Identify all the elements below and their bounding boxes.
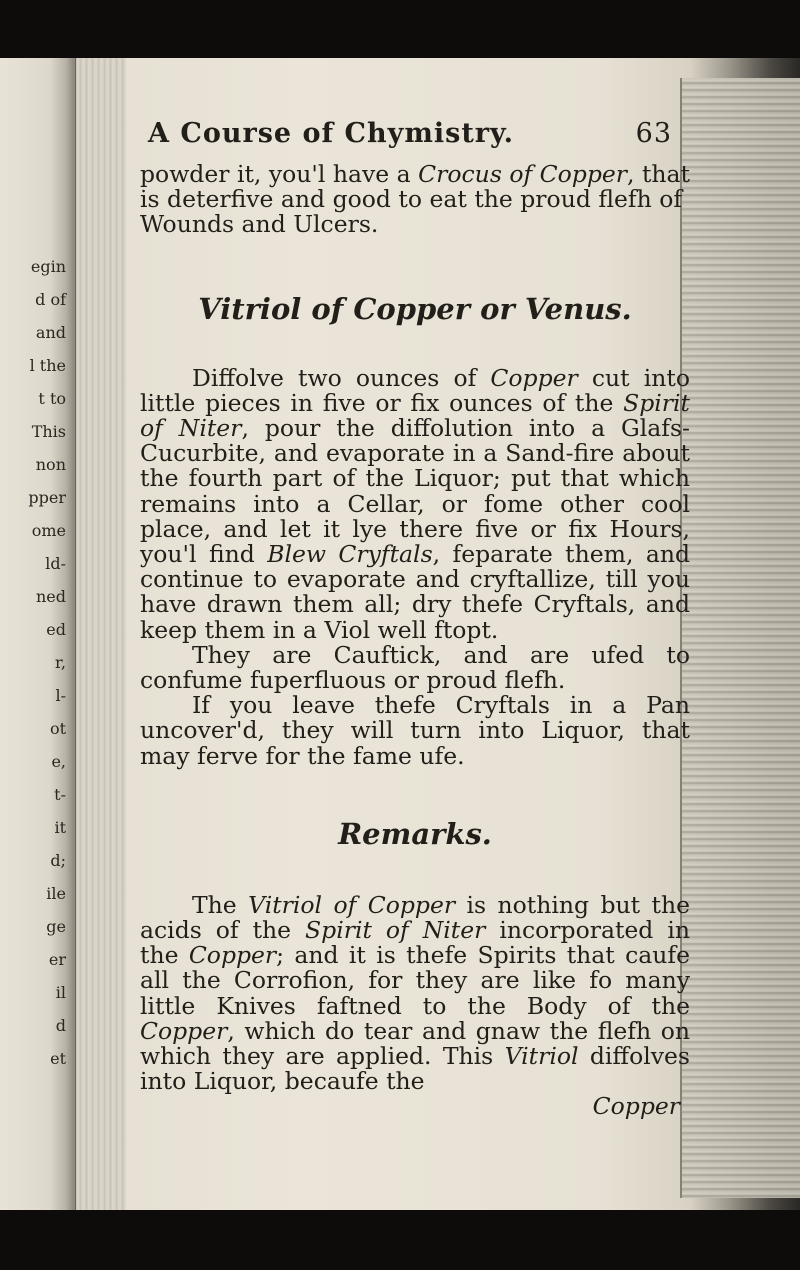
heading-text: Venus [524, 291, 622, 326]
para-text: The [192, 890, 249, 919]
para-text: incorporated in the [140, 916, 690, 970]
margin-fragment: ld- [45, 554, 66, 573]
margin-fragment: il [55, 983, 66, 1002]
book-spread [0, 58, 800, 1210]
running-title: A Course of Chymistry. [148, 118, 515, 149]
page-fore-edge [680, 78, 800, 1198]
para-italic: Spirit of Niter [305, 916, 486, 945]
para-italic: Spirit of Niter [140, 388, 690, 443]
para-italic: Vitriol of Copper [248, 890, 456, 919]
page-content [140, 118, 690, 1119]
margin-fragment: egin [30, 257, 66, 276]
para-italic: Copper [188, 941, 277, 970]
paragraph-liquor: If you leave thefe Cryftals in a Pan uncover'd, they will turn into Liquor, that may ferve for the fame ufe. [140, 691, 690, 770]
margin-fragment: ed [46, 620, 66, 639]
para-italic: Vitriol [504, 1042, 579, 1071]
running-header [140, 118, 690, 162]
paragraph-dissolve [140, 363, 691, 644]
margin-fragment: t- [54, 785, 66, 804]
margin-fragment: d of [35, 290, 66, 309]
intro-italic: Crocus of Copper [418, 160, 628, 188]
margin-fragment: This [31, 422, 66, 441]
para-text: ; and it is thefe Spirits that caufe all the Corrofion, for they are like fo many little Knives faftned to the Body of the [140, 941, 690, 1020]
intro-line-2: is deterfive and good to eat the proud flefh of [140, 185, 683, 214]
margin-fragment: pper [28, 488, 66, 507]
para-text: is nothing but the acids of the [140, 890, 691, 945]
intro-paragraph [140, 162, 690, 238]
book-gutter [76, 58, 126, 1210]
margin-fragment: d [55, 1016, 66, 1035]
catchword: Copper [592, 1092, 680, 1121]
para-text: Diffolve two ounces of [192, 363, 491, 392]
intro-line-3: Wounds and Ulcers. [140, 210, 379, 239]
margin-fragment: it [54, 818, 66, 837]
margin-fragment: ned [35, 587, 66, 606]
para-italic: Blew Cryftals [267, 540, 433, 569]
margin-fragment: ile [46, 884, 66, 903]
para-text: , which do tear and gnaw the flefh on which they are applied. This [140, 1016, 690, 1071]
margin-fragment: e, [51, 752, 66, 771]
para-text: diffolves into Liquor, becaufe the [140, 1042, 690, 1096]
heading-text: Vitriol of Copper or [198, 291, 525, 326]
heading-text: . [621, 291, 632, 326]
paragraph-caustick: They are Cauftick, and are ufed to confume fuperfluous or proud flefh. [140, 640, 690, 695]
margin-fragment: d; [50, 851, 66, 870]
section-heading-remarks: Remarks. [338, 816, 492, 851]
para-text: cut into little pieces in five or fix ounces of the [140, 363, 690, 417]
margin-fragment: et [50, 1049, 66, 1068]
intro-text: powder it, you'l have a [140, 160, 419, 188]
para-italic: Copper [490, 363, 578, 392]
margin-fragment: non [35, 455, 66, 474]
margin-fragment: ot [49, 719, 66, 738]
margin-fragment: r, [55, 653, 66, 672]
left-page-text-fragments [0, 58, 70, 1210]
paragraph-remarks [140, 890, 691, 1096]
margin-fragment: er [48, 950, 66, 969]
section-heading-vitriol [140, 291, 690, 326]
margin-fragment: ome [31, 521, 66, 540]
para-italic: Copper [140, 1016, 228, 1045]
margin-fragment: and [35, 323, 66, 342]
page-number: 63 [635, 118, 672, 149]
margin-fragment: l- [55, 686, 66, 705]
para-text: , feparate them, and continue to evaporate and cryftallize, till you have drawn them all; dry thefe Cryftals, and keep them in a Viol well ftopt. [140, 540, 691, 644]
margin-fragment: l the [29, 356, 66, 375]
margin-fragment: ge [46, 917, 66, 936]
margin-fragment: t to [38, 389, 66, 408]
para-text: , pour the diffolution into a Glafs-Cucurbite, and evaporate in a Sand-fire about the fourth part of the Liquor; put that which remains into a Cellar, or fome other cool place, and let it lye there five or fix Hours, you'l find [140, 414, 690, 569]
intro-text: , that [627, 160, 691, 188]
